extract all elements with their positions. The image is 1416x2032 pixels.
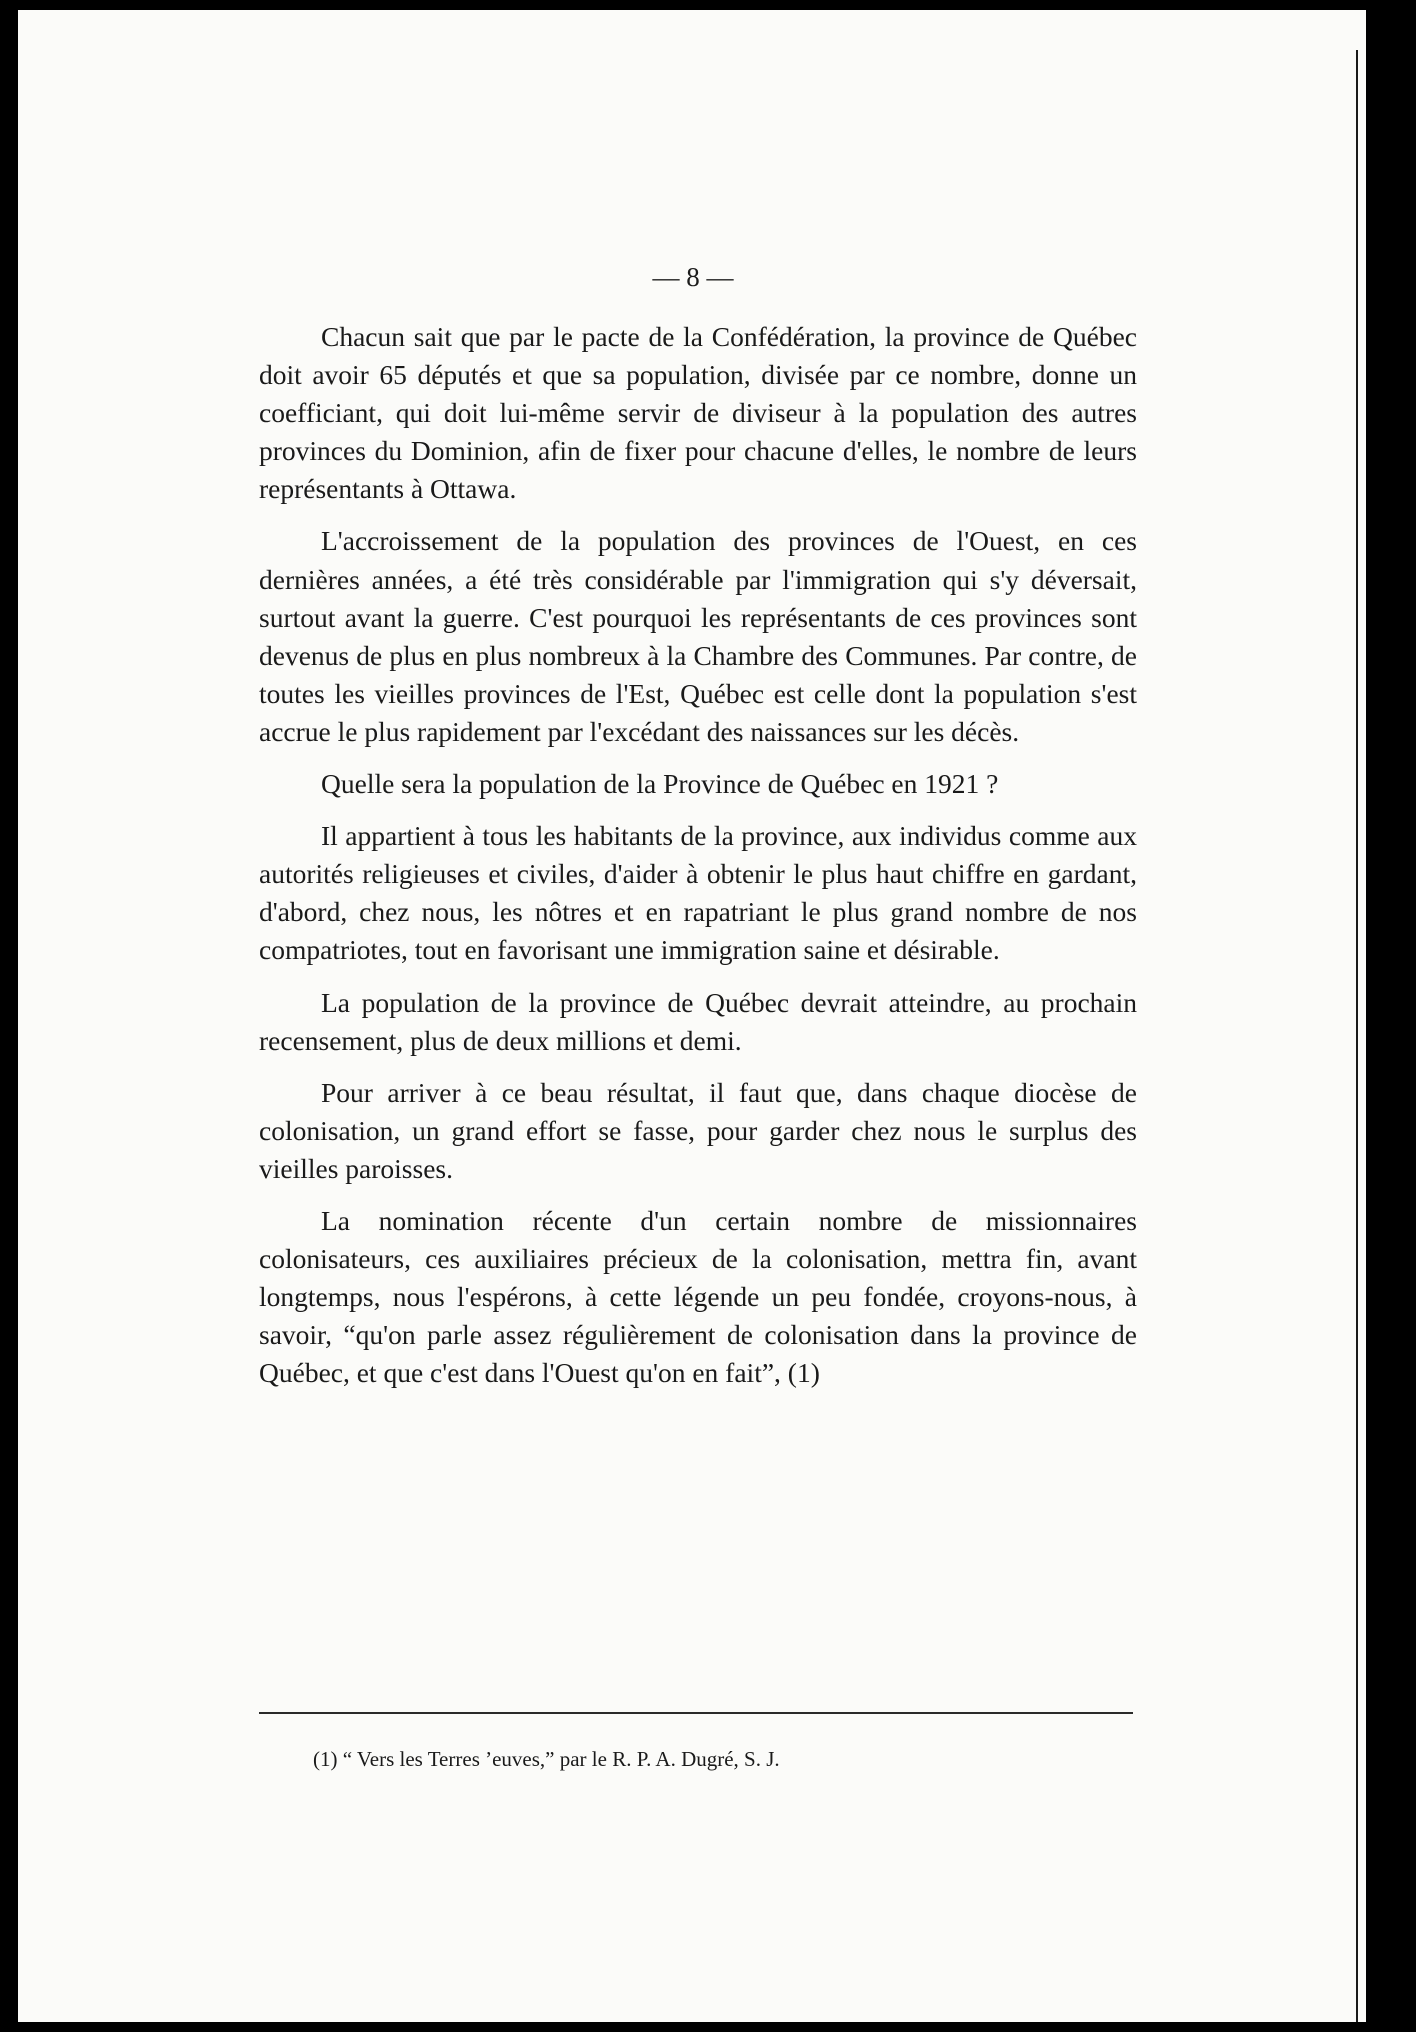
- paragraph: Il appartient à tous les habitants de la province, aux individus comme aux autorités religieuses et civiles, d'aider à obtenir le plus haut chiffre en gardant, d'abord, chez nous, les nôtres et en rapatriant le plus grand nombre de nos compatriotes, tout en favorisant une immigration saine et désirable.: [259, 820, 1137, 966]
- footnote-rule: [259, 1712, 1133, 1714]
- paragraph: Quelle sera la population de la Province de Québec en 1921 ?: [321, 768, 999, 800]
- paragraph: Pour arriver à ce beau résultat, il faut que, dans chaque diocèse de colonisation, un grand effort se fasse, pour garder chez nous le surplus des vieilles paroisses.: [259, 1076, 1137, 1184]
- paragraph: L'accroissement de la population des provinces de l'Ouest, en ces dernières années, a été très considérable par l'immigration qui s'y déversait, surtout avant la guerre. C'est pourquoi les représentants de ces provinces sont devenus de plus en plus nombreux à la Chambre des Communes. Par contre, de toutes les vieilles provinces de l'Est, Québec est celle dont la population s'est accrue le plus rapidement par l'excédant des naissances sur les décès.: [259, 525, 1137, 747]
- page-edge-line: [1356, 50, 1358, 2022]
- paragraph: La nomination récente d'un certain nombre de missionnaires colonisateurs, ces auxiliaires précieux de la colonisation, mettra fin, avant longtemps, nous l'espérons, à cette légende un peu fondée, croyons-nous, à savoir, “qu'on parle assez régulièrement de colonisation dans la province de Québec, et que c'est dans l'Ouest qu'on en fait”, (1): [259, 1204, 1137, 1389]
- body-text: [259, 318, 1137, 1392]
- paragraph: Chacun sait que par le pacte de la Confédération, la province de Québec doit avoir 65 députés et que sa population, divisée par ce nombre, donne un coefficiant, qui doit lui-même servir de diviseur à la population des autres provinces du Dominion, afin de fixer pour chacune d'elles, le nombre de leurs représentants à Ottawa.: [259, 321, 1137, 505]
- page-number: — 8 —: [652, 262, 734, 292]
- paragraph: La population de la province de Québec devrait atteindre, au prochain recensement, plus de deux millions et demi.: [259, 986, 1137, 1056]
- footnote: (1) “ Vers les Terres ’euves,” par le R. P. A. Dugré, S. J.: [313, 1747, 780, 1771]
